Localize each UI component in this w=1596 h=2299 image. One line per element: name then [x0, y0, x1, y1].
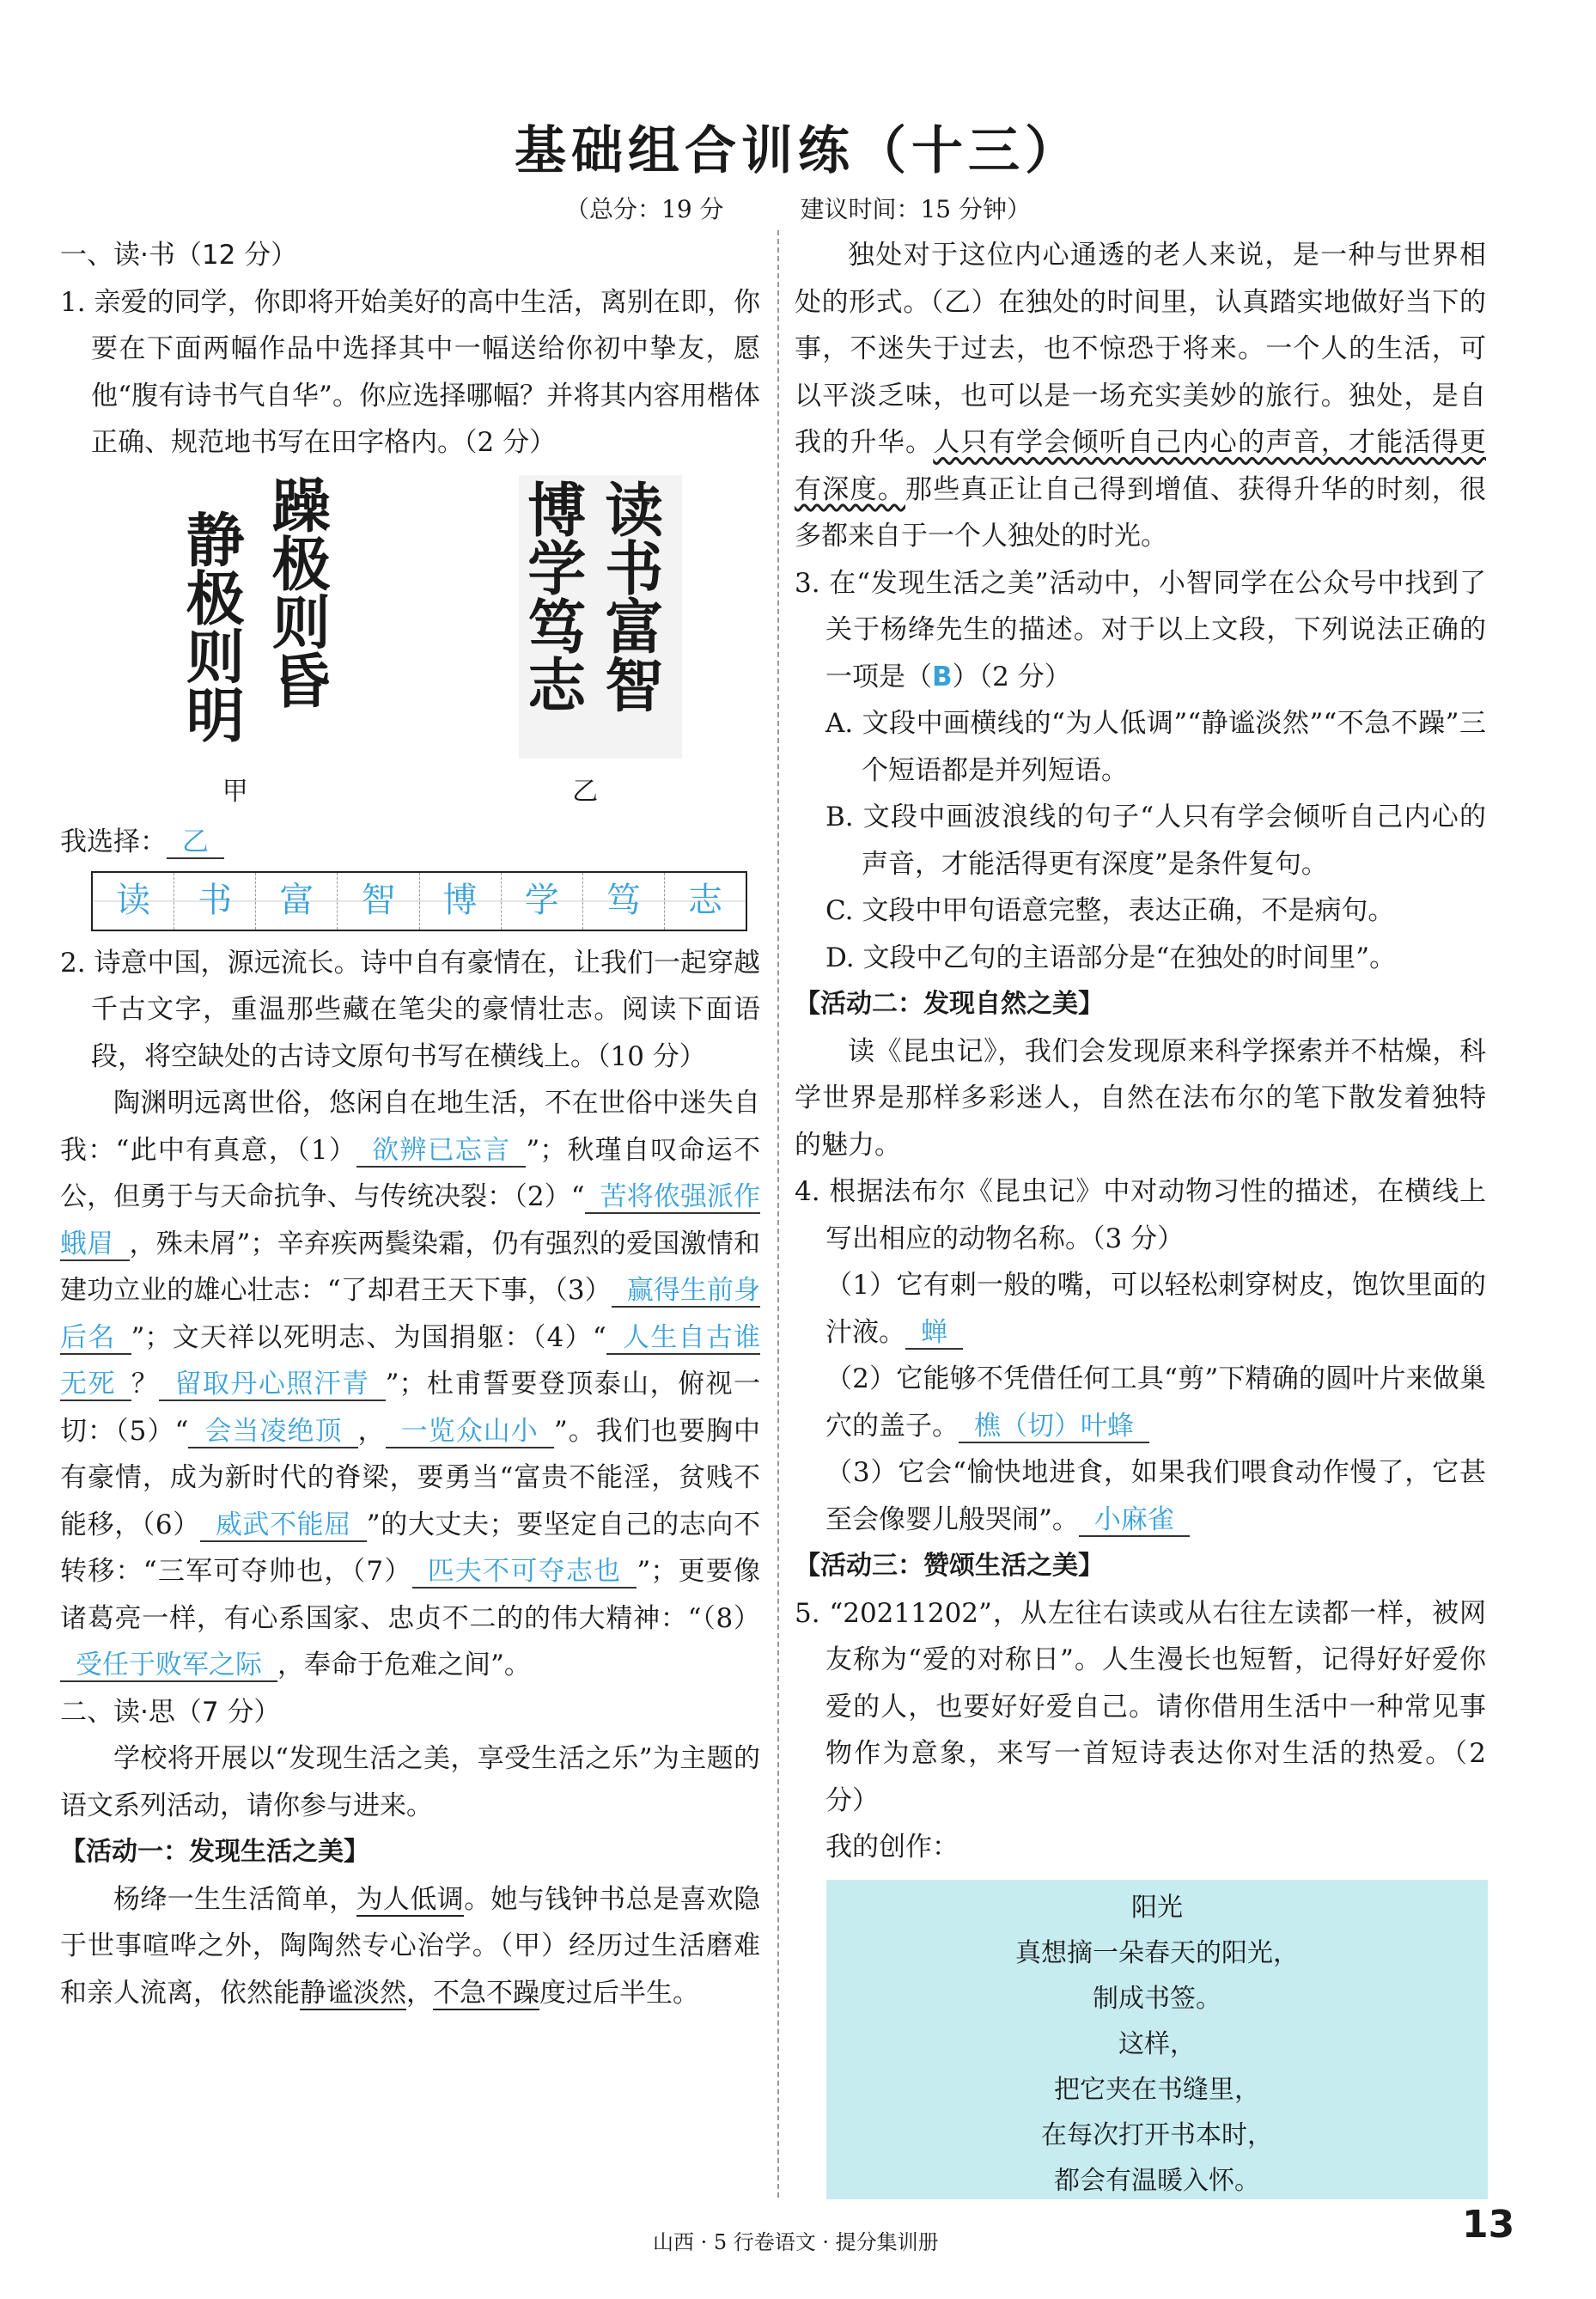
- passage-part1: [60, 1876, 760, 2017]
- poem-line: 把它夹在书缝里，: [1054, 2074, 1260, 2105]
- calligraphy-captions: [60, 769, 760, 816]
- q4-item-3: [795, 1449, 1486, 1543]
- grid-cell: 智: [338, 873, 419, 930]
- calligraphy-yi-line1: 读书富智: [594, 479, 664, 713]
- poem-line: 阳光: [1131, 1892, 1183, 1923]
- answer-5a: 会当凌绝顶: [188, 1416, 357, 1448]
- q2-text: ”；更要像诸葛亮一样，有心系国家、忠贞不二的的伟大精神：“（8）: [60, 1556, 760, 1634]
- q2-text: 陶渊明远离世俗，悠闲自在地生活，不在世俗中迷失自我：“此中有真意，（1）: [60, 1088, 760, 1166]
- column-divider: [777, 230, 779, 2198]
- passage-text: 度过后半生。: [539, 1977, 699, 2009]
- underlined-phrase: 为人低调: [356, 1883, 465, 1915]
- answer-1: 欲辨已忘言: [356, 1135, 526, 1168]
- activity1-title: 【活动一：发现生活之美】: [60, 1837, 369, 1867]
- section1-heading: 一、读·书（12 分）: [60, 240, 298, 271]
- wavy-underlined-sentence: 人只有学会倾听自己内心的声音，才能活得更有深度。: [795, 427, 1486, 505]
- q2-text: ，奉命于危难之间”。: [277, 1650, 531, 1680]
- underlined-phrase: 不急不躁: [433, 1977, 539, 2009]
- section2-intro: 学校将开展以“发现生活之美，享受生活之乐”为主题的语文系列活动，请你参与进来。: [60, 1743, 760, 1821]
- answer-3: 赢得生前身后名: [60, 1275, 760, 1353]
- activity2-title: 【活动二：发现自然之美】: [795, 989, 1104, 1019]
- q3-stem: [795, 560, 1486, 701]
- q3-answer: B: [932, 661, 953, 692]
- q2-text: ，殊未屑”；辛弃疾两鬓染霜，仍有强烈的爱国激情和建功立业的雄心壮志：“了却君王天下事，（3）: [60, 1228, 760, 1306]
- activity2-text: 读《昆虫记》，我们会发现原来科学探索并不枯燥，科学世界是那样多彩迷人，自然在法布尔的笔下散发着独特的魅力。: [795, 1035, 1486, 1161]
- q4-item-1: [795, 1262, 1486, 1356]
- choose-answer: 乙: [167, 826, 224, 859]
- calligraphy-images: [60, 475, 760, 793]
- answer-4b: 留取丹心照汗青: [159, 1369, 385, 1401]
- q2-text: ，: [357, 1415, 386, 1447]
- answer-5b: 一览众山小: [386, 1416, 554, 1448]
- q2-text: ”的大丈夫；要坚定自己的志向不转移：“三军可夺帅也，（7）: [60, 1509, 760, 1587]
- q3-option-d: D. 文段中乙句的主语部分是“在独处的时间里”。: [825, 942, 1397, 973]
- q4-stem: 4. 根据法布尔《昆虫记》中对动物习性的描述，在横线上写出相应的动物名称。（3 分）: [795, 1176, 1486, 1254]
- calligraphy-yi: [519, 475, 682, 759]
- q4-answer-2: 樵（切）叶蜂: [959, 1411, 1149, 1443]
- q4-answer-1: 蝉: [905, 1317, 963, 1350]
- grid-cell: 博: [420, 873, 502, 930]
- passage-text: 独处对于这位内心通透的老人来说，是一种与世界相处的形式。（乙）在独处的时间里，认真踏实地做好当下的事，不迷失于过去，也不惊恐于将来。一个人的生活，可以平淡乏味，也可以是一场充实美妙的旅行。独处，是自我的升华。: [795, 240, 1486, 458]
- passage-text: 杨绛一生生活简单，: [113, 1883, 356, 1915]
- grid-cell: 读: [93, 873, 174, 930]
- poem-line: 在每次打开书本时，: [1041, 2119, 1273, 2150]
- answer-4a: 人生自古谁无死: [60, 1321, 761, 1400]
- tianzi-grid: [91, 871, 747, 931]
- passage-text: ，: [406, 1977, 433, 2009]
- calligraphy-jia-line2: 静极则明: [176, 509, 246, 743]
- footer-text: 山西 · 5 行卷语文 · 提分集训册: [653, 2230, 939, 2254]
- page-number: 13: [1462, 2203, 1515, 2247]
- calligraphy-jia-line1: 躁极则昏: [262, 474, 332, 709]
- q2-intro: 2. 诗意中国，源远流长。诗中自有豪情在，让我们一起穿越千古文字，重温那些藏在笔尖的豪情壮志。阅读下面语段，将空缺处的古诗文原句书写在横线上。（10 分）: [60, 947, 760, 1072]
- poem-line: 真想摘一朵春天的阳光，: [1015, 1937, 1299, 1968]
- poem-line: 制成书签。: [1093, 1983, 1221, 2014]
- choose-line: [60, 819, 760, 866]
- right-column: [795, 232, 1486, 2199]
- passage-text: 。她与钱钟书总是喜欢隐于世事喧哗之外，陶陶然专心治学。（甲）经历过生活磨难和亲人流离，依然能: [60, 1883, 761, 2009]
- q3-text: 3. 在“发现生活之美”活动中，小智同学在公众号中找到了关于杨绛先生的描述。对于以上文段，下列说法正确的一项是（: [795, 567, 1486, 692]
- grid-cell: 富: [256, 873, 338, 930]
- page-title: 基础组合训练（十三）: [515, 121, 1081, 181]
- q2-text: ”；文天祥以死明志、为国捐躯：（4）“: [131, 1321, 606, 1353]
- q4-item-2: [795, 1356, 1486, 1449]
- score-time-info: [0, 191, 1596, 225]
- q3-option-b: B. 文段中画波浪线的句子“人只有学会倾听自己内心的声音，才能活得更有深度”是条件复句。: [825, 802, 1486, 880]
- poem-box: [826, 1880, 1488, 2199]
- q3-text: ）（2 分）: [952, 661, 1071, 692]
- answer-8: 受任于败军之际: [60, 1650, 277, 1682]
- total-score: （总分：19 分: [565, 195, 724, 223]
- q2-text: ”；秋瑾自叹命运不公，但勇于与天命抗争、与传统决裂：（2）“: [60, 1134, 760, 1212]
- creation-label: 我的创作：: [825, 1832, 959, 1863]
- q2-text: ？: [131, 1369, 160, 1400]
- suggested-time: 建议时间：15 分钟）: [800, 195, 1031, 223]
- q5-stem: 5. “20211202”，从左往右读或从右往左读都一样，被网友称为“爱的对称日”。人生漫长也短暂，记得好好爱你爱的人，也要好好爱自己。请你借用生活中一种常见事物作为意象，来写一首短诗表达你对生活的热爱。（2 分）: [795, 1597, 1486, 1816]
- poem-line: 都会有温暖入怀。: [1054, 2165, 1260, 2196]
- grid-cell: 笃: [583, 873, 665, 930]
- grid-cell: 书: [174, 873, 256, 930]
- answer-6: 威武不能屈: [200, 1509, 367, 1542]
- passage-text: 那些真正让自己得到增值、获得升华的时刻，很多都来自于一个人独处的时光。: [795, 473, 1486, 552]
- grid-cell: 学: [502, 873, 583, 930]
- q1-text: 1. 亲爱的同学，你即将开始美好的高中生活，离别在即，你要在下面两幅作品中选择其中一幅送给你初中挚友，愿他“腹有诗书气自华”。你应选择哪幅？并将其内容用楷体正确、规范地书写在田字格内。（2 分）: [60, 286, 760, 458]
- grid-cell: 志: [665, 873, 746, 930]
- calligraphy-jia: [138, 475, 362, 759]
- poem-line: 这样，: [1118, 2028, 1196, 2059]
- caption-jia: 甲: [222, 776, 248, 807]
- q3-option-a: A. 文段中画横线的“为人低调”“静谧淡然”“不急不躁”三个短语都是并列短语。: [825, 708, 1486, 786]
- left-column: [60, 232, 760, 2016]
- q2-text: ”；杜甫誓要登顶泰山，俯视一切：（5）“: [60, 1369, 761, 1447]
- answer-7: 匹夫不可夺志也: [412, 1556, 637, 1589]
- choose-label: 我选择：: [60, 826, 167, 857]
- caption-yi: 乙: [572, 776, 599, 807]
- activity3-title: 【活动三：赞颂生活之美】: [795, 1551, 1104, 1581]
- q4-text: （2）它能够不凭借任何工具“剪”下精确的圆叶片来做巢穴的盖子。: [825, 1363, 1486, 1442]
- q4-answer-3: 小麻雀: [1079, 1504, 1190, 1537]
- answer-2: 苦将侬强派作蛾眉: [60, 1181, 761, 1259]
- q4-text: （3）它会“愉快地进食，如果我们喂食动作慢了，它甚至会像婴儿般哭闹”。: [825, 1457, 1486, 1535]
- q2-text: ”。我们也要胸中有豪情，成为新时代的脊梁，要勇当“富贵不能淫，贫贱不能移，（6）: [60, 1415, 761, 1540]
- calligraphy-yi-line2: 博学笃志: [517, 479, 587, 713]
- section2-heading: 二、读·思（7 分）: [60, 1696, 281, 1728]
- q3-option-c: C. 文段中甲句语意完整，表达正确，不是病句。: [825, 895, 1395, 926]
- underlined-phrase: 静谧淡然: [300, 1977, 406, 2009]
- q4-text: （1）它有刺一般的嘴，可以轻松刺穿树皮，饱饮里面的汁液。: [825, 1270, 1486, 1348]
- passage-part2: [795, 232, 1486, 560]
- q2-passage: [60, 1080, 760, 1689]
